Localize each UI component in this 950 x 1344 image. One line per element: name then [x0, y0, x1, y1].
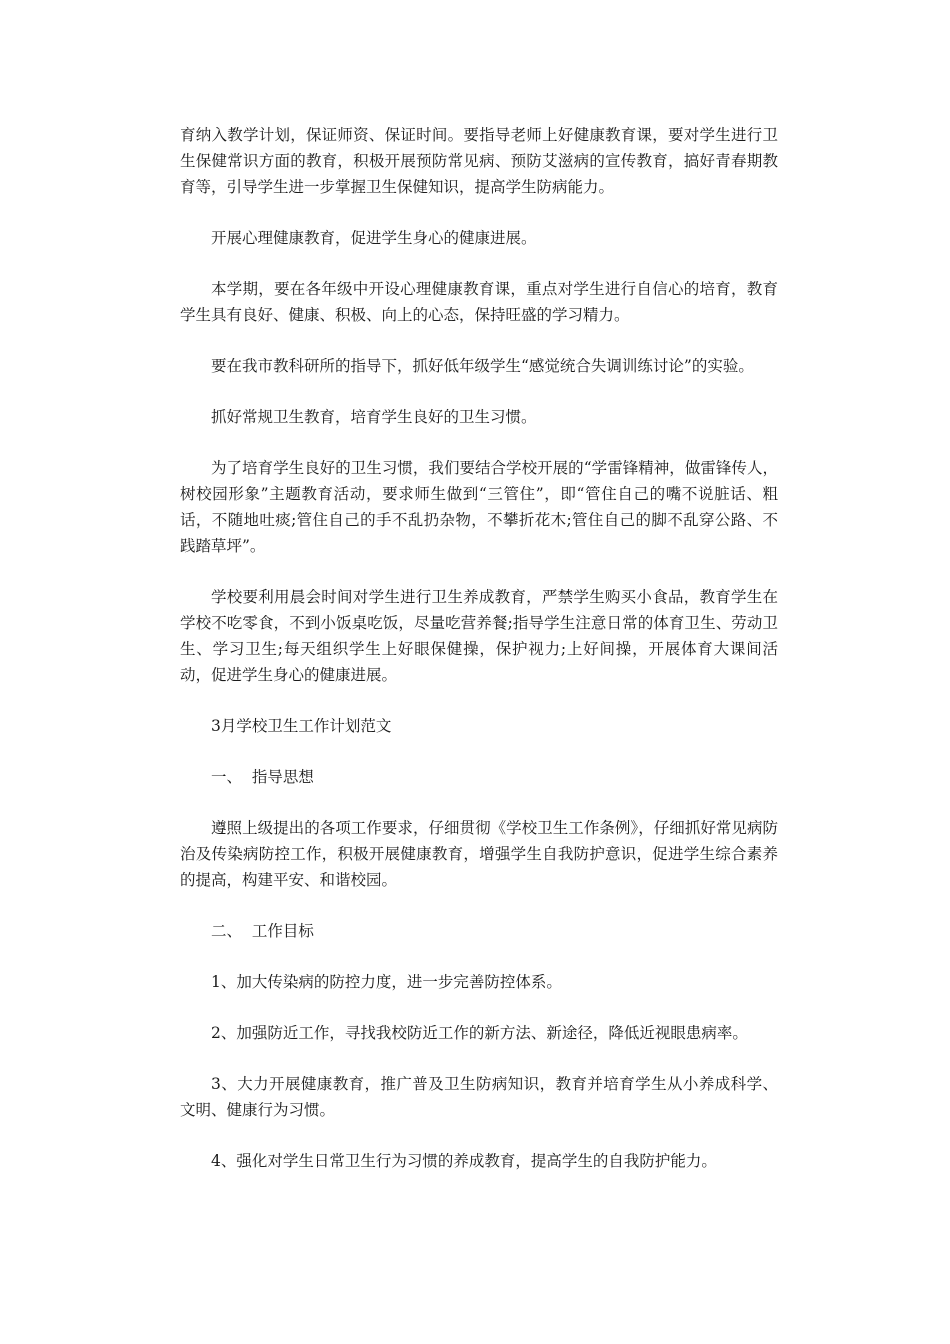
paragraph-routine-hygiene-heading: 抓好常规卫生教育，培育学生良好的卫生习惯。 — [211, 408, 537, 426]
paragraph-mental-health-heading: 开展心理健康教育，促进学生身心的健康进展。 — [211, 229, 537, 247]
paragraph-three-controls: 为了培育学生良好的卫生习惯，我们要结合学校开展的“学雷锋精神，做雷锋传人，树校园形象”主题教育活动，要求师生做到“三管住”，即“管住自己的嘴不说脏话、粗话，不随地吐痰;管住自己的手不乱扔杂物，不攀折花木;管住自己的脚不乱穿公路、不践踏草坪”。 — [180, 459, 778, 555]
goal-item-4: 4、强化对学生日常卫生行为习惯的养成教育，提高学生的自我防护能力。 — [211, 1152, 717, 1170]
paragraph-sensory-integration-experiment: 要在我市教科研所的指导下，抓好低年级学生“感觉统合失调训练讨论”的实验。 — [211, 357, 754, 375]
section-heading-work-goals: 二、 工作目标 — [211, 922, 314, 940]
goal-item-1: 1、加大传染病的防控力度，进一步完善防控体系。 — [211, 973, 562, 991]
paragraph-mental-health-course: 本学期，要在各年级中开设心理健康教育课，重点对学生进行自信心的培育，教育学生具有良好、健康、积极、向上的心态，保持旺盛的学习精力。 — [180, 280, 778, 324]
section-heading-guiding-ideology: 一、 指导思想 — [211, 768, 314, 786]
paragraph-morning-meeting: 学校要利用晨会时间对学生进行卫生养成教育，严禁学生购买小食品，教育学生在学校不吃零食，不到小饭桌吃饭，尽量吃营养餐;指导学生注意日常的体育卫生、劳动卫生、学习卫生;每天组织学生上好眼保健操，保护视力;上好间操，开展体育大课间活动，促进学生身心的健康进展。 — [180, 588, 778, 684]
goal-item-3: 3、大力开展健康教育，推广普及卫生防病知识，教育并培育学生从小养成科学、文明、健康行为习惯。 — [180, 1075, 778, 1119]
goal-item-2: 2、加强防近工作，寻找我校防近工作的新方法、新途径，降低近视眼患病率。 — [211, 1024, 748, 1042]
section-title-march-plan: 3月学校卫生工作计划范文 — [211, 717, 392, 735]
paragraph-health-education-plan: 育纳入教学计划，保证师资、保证时间。要指导老师上好健康教育课，要对学生进行卫生保健常识方面的教育，积极开展预防常见病、预防艾滋病的宣传教育，搞好青春期教育等，引导学生进一步掌握卫生保健知识，提高学生防病能力。 — [180, 126, 778, 196]
paragraph-guiding-ideology: 遵照上级提出的各项工作要求，仔细贯彻《学校卫生工作条例》，仔细抓好常见病防治及传染病防控工作，积极开展健康教育，增强学生自我防护意识，促进学生综合素养的提高，构建平安、和谐校园。 — [180, 819, 778, 889]
document-page — [180, 122, 778, 1199]
